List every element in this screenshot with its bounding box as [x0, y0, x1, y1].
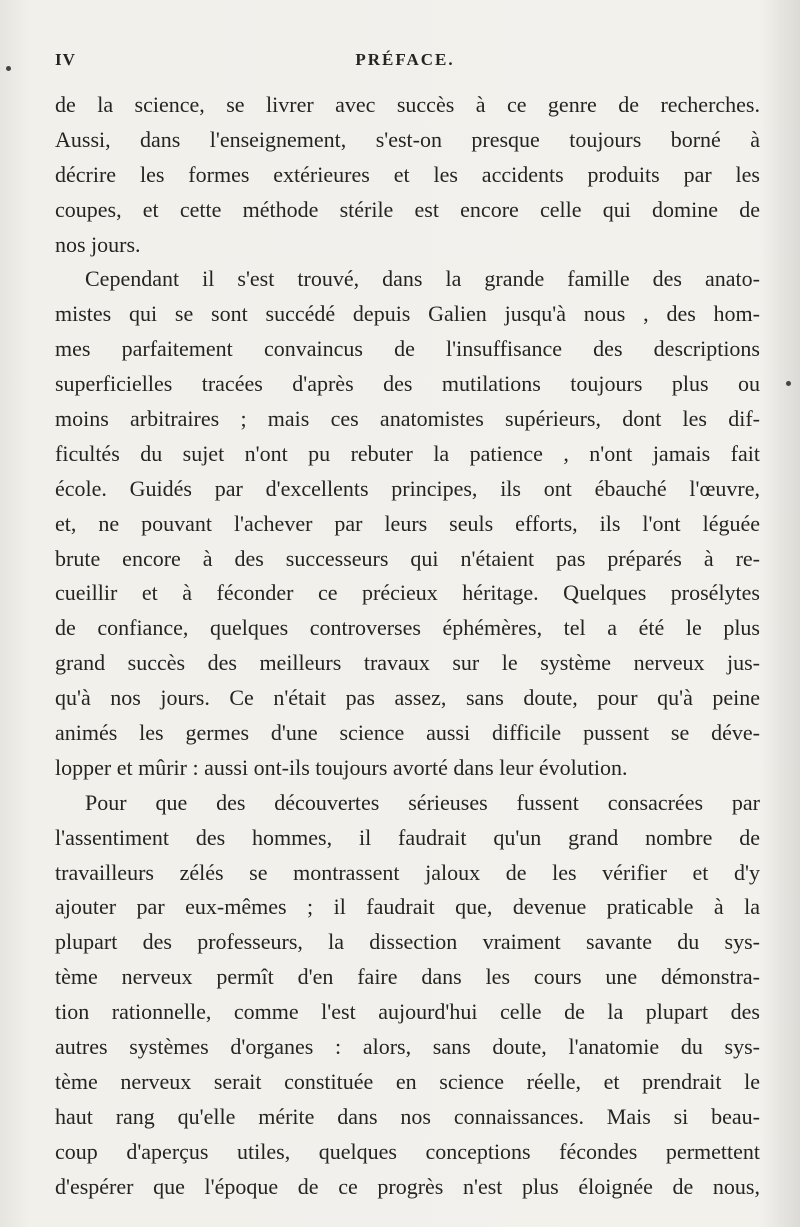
page-number: IV [55, 50, 76, 69]
margin-mark [6, 66, 11, 71]
text-line: travailleurs zélés se montrassent jaloux de les vérifier et d'y [55, 859, 760, 885]
text-line: Pour que des découvertes sérieuses fussent consacrées par [85, 789, 760, 815]
text-line: superficielles tracées d'après des mutilations toujours plus ou [55, 371, 760, 397]
text-line: autres systèmes d'organes : alors, sans doute, l'anatomie du sys- [55, 1034, 760, 1060]
text-line: coup d'aperçus utiles, quelques conceptions fécondes permettent [55, 1138, 760, 1164]
text-line: d'espérer que l'époque de ce progrès n'est plus éloignée de nous, [55, 1173, 760, 1199]
text-line: cueillir et à féconder ce précieux héritage. Quelques prosélytes [55, 580, 760, 606]
text-line: tème nerveux permît d'en faire dans les cours une démonstra- [55, 964, 760, 990]
margin-mark [786, 381, 791, 386]
text-line: mistes qui se sont succédé depuis Galien jusqu'à nous , des hom- [55, 301, 760, 327]
body-text [55, 88, 760, 1205]
text-line: l'assentiment des hommes, il faudrait qu'un grand nombre de [55, 824, 760, 850]
text-line: décrire les formes extérieures et les accidents produits par les [55, 161, 760, 187]
text-line: brute encore à des successeurs qui n'étaient pas préparés à re- [55, 545, 760, 571]
text-line: ajouter par eux-mêmes ; il faudrait que, devenue praticable à la [55, 894, 760, 920]
text-line: qu'à nos jours. Ce n'était pas assez, sans doute, pour qu'à peine [55, 685, 760, 711]
text-line: de la science, se livrer avec succès à ce genre de recherches. [55, 92, 760, 117]
text-line: école. Guidés par d'excellents principes, ils ont ébauché l'œuvre, [55, 475, 760, 501]
text-line: de confiance, quelques controverses éphémères, tel a été le plus [55, 615, 760, 641]
text-line: animés les germes d'une science aussi difficile pussent se déve- [55, 720, 760, 746]
text-line: grand succès des meilleurs travaux sur le système nerveux jus- [55, 650, 760, 676]
text-line: coupes, et cette méthode stérile est encore celle qui domine de [55, 196, 760, 222]
text-line: nos jours. [55, 231, 141, 257]
text-line: Aussi, dans l'enseignement, s'est-on presque toujours borné à [55, 126, 760, 152]
text-line: plupart des professeurs, la dissection vraiment savante du sys- [55, 929, 760, 955]
text-line: ficultés du sujet n'ont pu rebuter la patience , n'ont jamais fait [55, 440, 760, 466]
text-line: et, ne pouvant l'achever par leurs seuls efforts, ils l'ont léguée [55, 510, 760, 536]
running-title: PRÉFACE. [355, 50, 455, 69]
text-line: lopper et mûrir : aussi ont-ils toujours avorté dans leur évolution. [55, 754, 628, 780]
text-line: mes parfaitement convaincus de l'insuffisance des descriptions [55, 336, 760, 362]
text-line: Cependant il s'est trouvé, dans la grande famille des anato- [85, 266, 760, 292]
page-header [55, 50, 755, 78]
text-line: haut rang qu'elle mérite dans nos connaissances. Mais si beau- [55, 1103, 760, 1129]
text-line: tion rationnelle, comme l'est aujourd'hui celle de la plupart des [55, 999, 760, 1025]
text-line: moins arbitraires ; mais ces anatomistes supérieurs, dont les dif- [55, 406, 760, 432]
text-line: tème nerveux serait constituée en science réelle, et prendrait le [55, 1068, 760, 1094]
